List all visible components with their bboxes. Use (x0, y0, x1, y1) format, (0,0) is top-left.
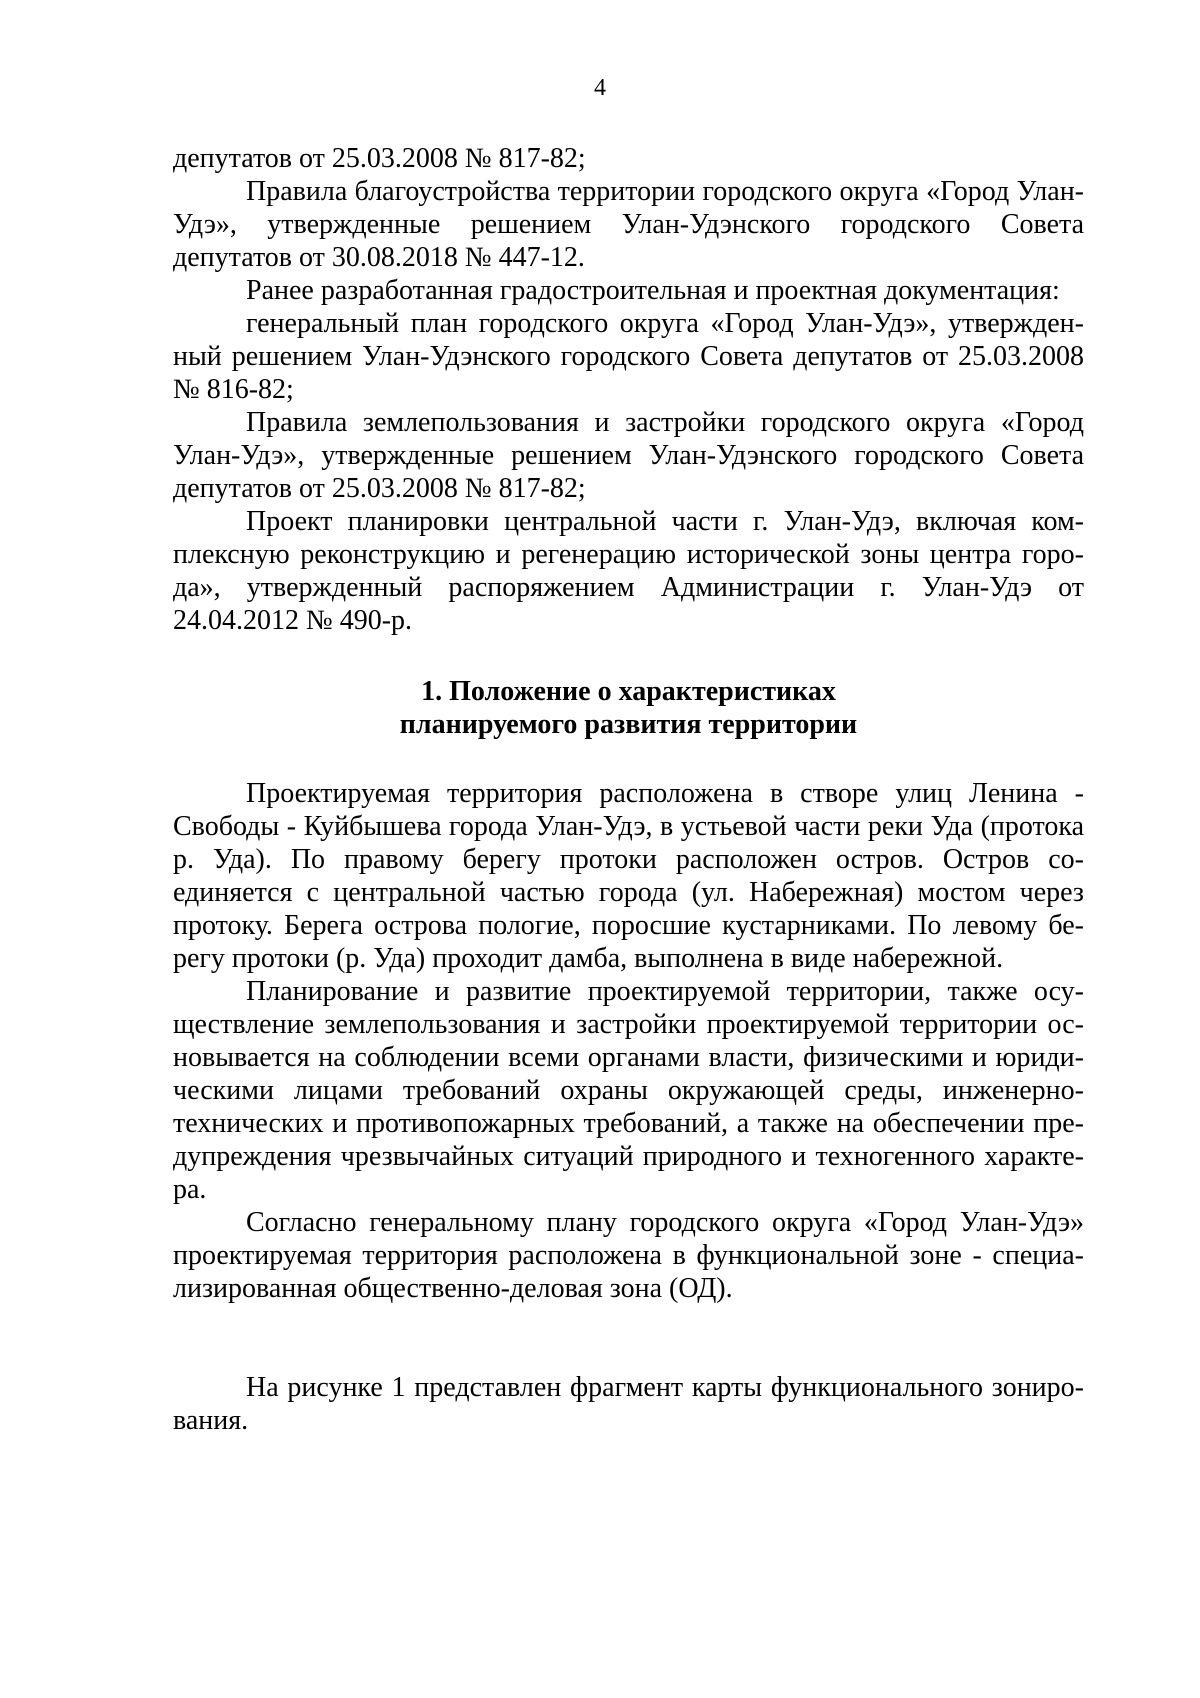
page-number: 4 (594, 75, 606, 101)
section-heading-line-2: планируемого развития территории (399, 709, 858, 740)
paragraph-territory-location: Проектируемая территория расположена в створе улиц Ленина - Свободы - Куйбышева города Улан-Удэ, в устьевой части реки Уда (протока р. Уда). По правому берегу протоки расположен остров. Остров соединяется с центральной частью города (ул. Набережная) мостом через протоку. Берега острова пологие, поросшие кустарниками. По левому берегу протоки (р. Уда) проходит дамба, выполнена в виде набережной. (173, 778, 1084, 974)
section-heading (173, 675, 1084, 741)
paragraph-gap (173, 1305, 1084, 1371)
document-body (173, 142, 1084, 1437)
paragraph-planning-requirements: Планирование и развитие проектируемой территории, также осуществление землепользования и застройки проектируемой территории основывается на соблюдении всеми органами власти, физическими и юридическими лицами требований охраны окружающей среды, инженерно-технических и противопожарных требований, а также на обеспечении предупреждения чрезвычайных ситуаций природного и техногенного характера. (173, 976, 1084, 1205)
section-heading-line-1: 1. Положение о характеристиках (421, 676, 836, 707)
paragraph-earlier-documentation: Ранее разработанная градостроительная и проектная документация: (246, 275, 1060, 306)
paragraph-general-plan: генеральный план городского округа «Город Улан-Удэ», утвержденный решением Улан-Удэнского городского Совета депутатов от 25.03.2008 № 816-82; (173, 308, 1084, 405)
paragraph-land-use-rules: Правила землепользования и застройки городского округа «Город Улан-Удэ», утвержденные решением Улан-Удэнского городского Совета депутатов от 25.03.2008 № 817-82; (173, 407, 1084, 504)
paragraph-planning-project: Проект планировки центральной части г. Улан-Удэ, включая комплексную реконструкцию и регенерацию исторической зоны центра города», утвержденный распоряжением Администрации г. Улан-Удэ от 24.04.2012 № 490-р. (173, 506, 1084, 636)
paragraph-functional-zone: Согласно генеральному плану городского округа «Город Улан-Удэ» проектируемая территория расположена в функциональной зоне - специализированная общественно-деловая зона (ОД). (173, 1207, 1084, 1304)
paragraph-continuation: депутатов от 25.03.2008 № 817-82; (173, 143, 586, 174)
paragraph-figure-reference: На рисунке 1 представлен фрагмент карты функционального зонирования. (173, 1372, 1084, 1436)
paragraph-improvement-rules: Правила благоустройства территории городского округа «Город Улан-Удэ», утвержденные решением Улан-Удэнского городского Совета депутатов от 30.08.2018 № 447-12. (173, 176, 1084, 273)
